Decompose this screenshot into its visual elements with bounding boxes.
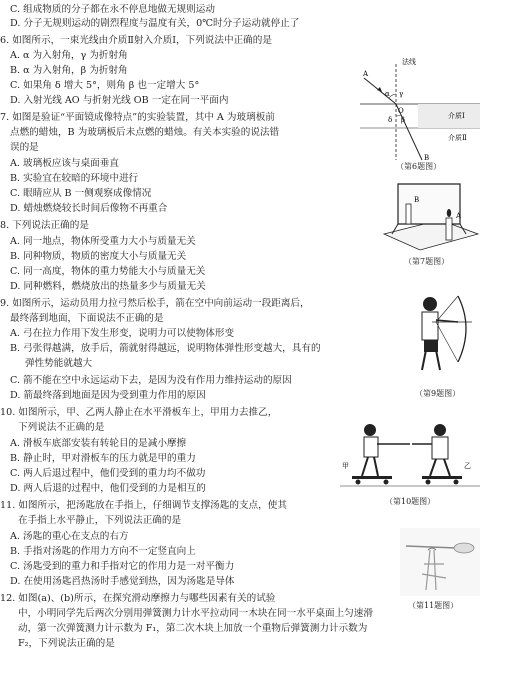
- figure-7-mirror-setup: [380, 176, 480, 254]
- alpha-label: α: [385, 90, 390, 98]
- text-line: 9. 如图所示，运动员用力拉弓然后松手，箭在空中向前运动一段距离后，: [0, 298, 310, 309]
- figure-11-spoon: [400, 528, 480, 596]
- archer-body: [422, 312, 438, 340]
- text-line: A. α 为入射角，γ 为折射角: [10, 50, 128, 61]
- skateboard-drawing: [340, 420, 480, 492]
- text-line: 最终落到地面，下面说法不正确的是: [10, 313, 164, 324]
- text-line: C. 箭不能在空中永远运动下去，是因为没有作用力维持运动的原因: [10, 375, 292, 386]
- text-line: D. 同种燃料，燃烧放出的热量多少与质量无关: [10, 281, 206, 292]
- text-line: A. 玻璃板应该与桌面垂直: [10, 158, 119, 169]
- text-line: D. 两人后退的过程中，他们受到的力是相互的: [10, 483, 206, 494]
- text-line: 8. 下列说法正确的是: [0, 220, 89, 231]
- figure-6-refraction: [360, 56, 480, 164]
- figure-6-caption: （第6题图）: [396, 162, 442, 171]
- figure-9-caption: （第9题图）: [415, 389, 461, 398]
- spoon-bowl: [454, 543, 474, 553]
- text-line: A. 汤匙的重心在支点的右方: [10, 531, 129, 542]
- text-line: D. 箭最终落到地面是因为受到重力作用的原因: [10, 390, 206, 401]
- figure-9-archer: [406, 292, 474, 384]
- text-line: F₂，下列说法正确的是: [18, 638, 115, 649]
- bow: [458, 296, 466, 362]
- point-o-label: O: [398, 107, 404, 115]
- text-line: 12. 如图(a)、(b)所示，在探究滑动摩擦力与哪些因素有关的试验: [0, 593, 276, 604]
- text-line: C. 眼睛应从 B 一侧观察成像情况: [10, 188, 152, 199]
- archer-drawing: [406, 292, 474, 384]
- text-line: 中，小明同学先后两次分别用弹簧测力计水平拉动同一木块在同一水平桌面上匀速滑: [18, 608, 373, 619]
- mirror-diagram: [380, 176, 480, 254]
- text-line: C. 两人后退过程中，他们受到的重力均不做功: [10, 468, 206, 479]
- figure-7-caption: （第7题图）: [404, 257, 450, 266]
- label-yi: 乙: [464, 462, 471, 470]
- medium1-label: 介质Ⅰ: [448, 112, 465, 120]
- text-line: 10. 如图所示，甲、乙两人静止在水平滑板车上，甲用力去推乙，: [0, 407, 278, 418]
- text-line: B. 手指对汤匙的作用力方向不一定竖直向上: [10, 546, 196, 557]
- text-line: 下列说法不正确的是: [18, 422, 105, 433]
- text-line: A. 同一地点，物体所受重力大小与质量无关: [10, 236, 196, 247]
- text-line: D. 蜡烛燃烧较长时间后像物不再重合: [10, 203, 168, 214]
- text-line: B. 静止时，甲对滑板车的压力就是甲的重力: [10, 453, 196, 464]
- text-line: B. 弓张得越满，放手后，箭就射得越远，说明物体弹性形变越大，具有的: [10, 343, 321, 354]
- label-b: B: [414, 196, 420, 204]
- medium2-label: 介质Ⅱ: [448, 134, 467, 142]
- text-line: 误的是: [10, 142, 39, 153]
- bow-string: [436, 296, 458, 322]
- candle-a-flame: [447, 209, 451, 217]
- figure-10-caption: （第10题图）: [385, 497, 436, 506]
- text-line: C. 组成物质的分子都在永不停息地做无规则运动: [10, 4, 215, 15]
- gamma-label: γ: [399, 90, 404, 98]
- text-line: A. 弓在拉力作用下发生形变，说明力可以使物体形变: [10, 328, 235, 339]
- label-a: A: [456, 212, 462, 220]
- figure-11-caption: （第11题图）: [408, 601, 459, 610]
- candle-a: [446, 218, 452, 240]
- delta-label: δ: [388, 116, 393, 124]
- text-line: B. 实验宜在较暗的环境中进行: [10, 173, 139, 184]
- point-b-label: B: [424, 154, 430, 162]
- text-line: 动，第一次弹簧测力计示数为 F₁，第二次木块上加放一个重物后弹簧测力计示数为: [18, 623, 368, 634]
- text-line: C. 汤匙受到的重力和手指对它的作用力是一对平衡力: [10, 561, 235, 572]
- beta-label: β: [401, 116, 406, 124]
- text-line: D. 分子无规则运动的剧烈程度与温度有关，0℃时分子运动就停止了: [10, 18, 300, 29]
- text-line: 弹性势能就越大: [25, 358, 93, 369]
- text-line: C. 同一高度，物体的重力势能大小与质量无关: [10, 266, 206, 277]
- text-line: B. α 为入射角，β 为折射角: [10, 65, 128, 76]
- text-line: C. 如果角 δ 增大 5°，则角 β 也一定增大 5°: [10, 80, 200, 91]
- text-line: 6. 如图所示，一束光线由介质Ⅱ射入介质Ⅰ，下列说法中正确的是: [0, 35, 272, 46]
- normal-label: 法线: [402, 58, 416, 66]
- text-line: D. 入射光线 AO 与折射光线 OB 一定在同一平面内: [10, 95, 229, 106]
- refraction-diagram: [360, 56, 480, 164]
- text-line: A. 滑板车底部安装有转轮目的是减小摩擦: [10, 438, 187, 449]
- point-a-label: A: [363, 70, 369, 78]
- text-line: 点燃的蜡烛，B 为玻璃板后未点燃的蜡烛。有关本实验的说法错: [10, 127, 280, 138]
- figure-10-skateboards: [340, 420, 480, 492]
- spoon-drawing: [400, 528, 480, 596]
- text-line: D. 在使用汤匙舀热汤时手感觉到热，因为汤匙是导体: [10, 576, 235, 587]
- text-line: 在手指上水平静止，下列说法正确的是: [18, 515, 182, 526]
- label-jia: 甲: [342, 462, 349, 470]
- text-line: 7. 如图是验证“平面镜成像特点”的实验装置，其中 A 为玻璃板前: [0, 112, 275, 123]
- candle-b: [406, 204, 411, 224]
- text-line: 11. 如图所示，把汤匙放在手指上，仔细调节支撑汤匙的支点，使其: [0, 500, 287, 511]
- text-line: B. 同种物质，物质的密度大小与质量无关: [10, 251, 187, 262]
- archer-head: [423, 297, 437, 311]
